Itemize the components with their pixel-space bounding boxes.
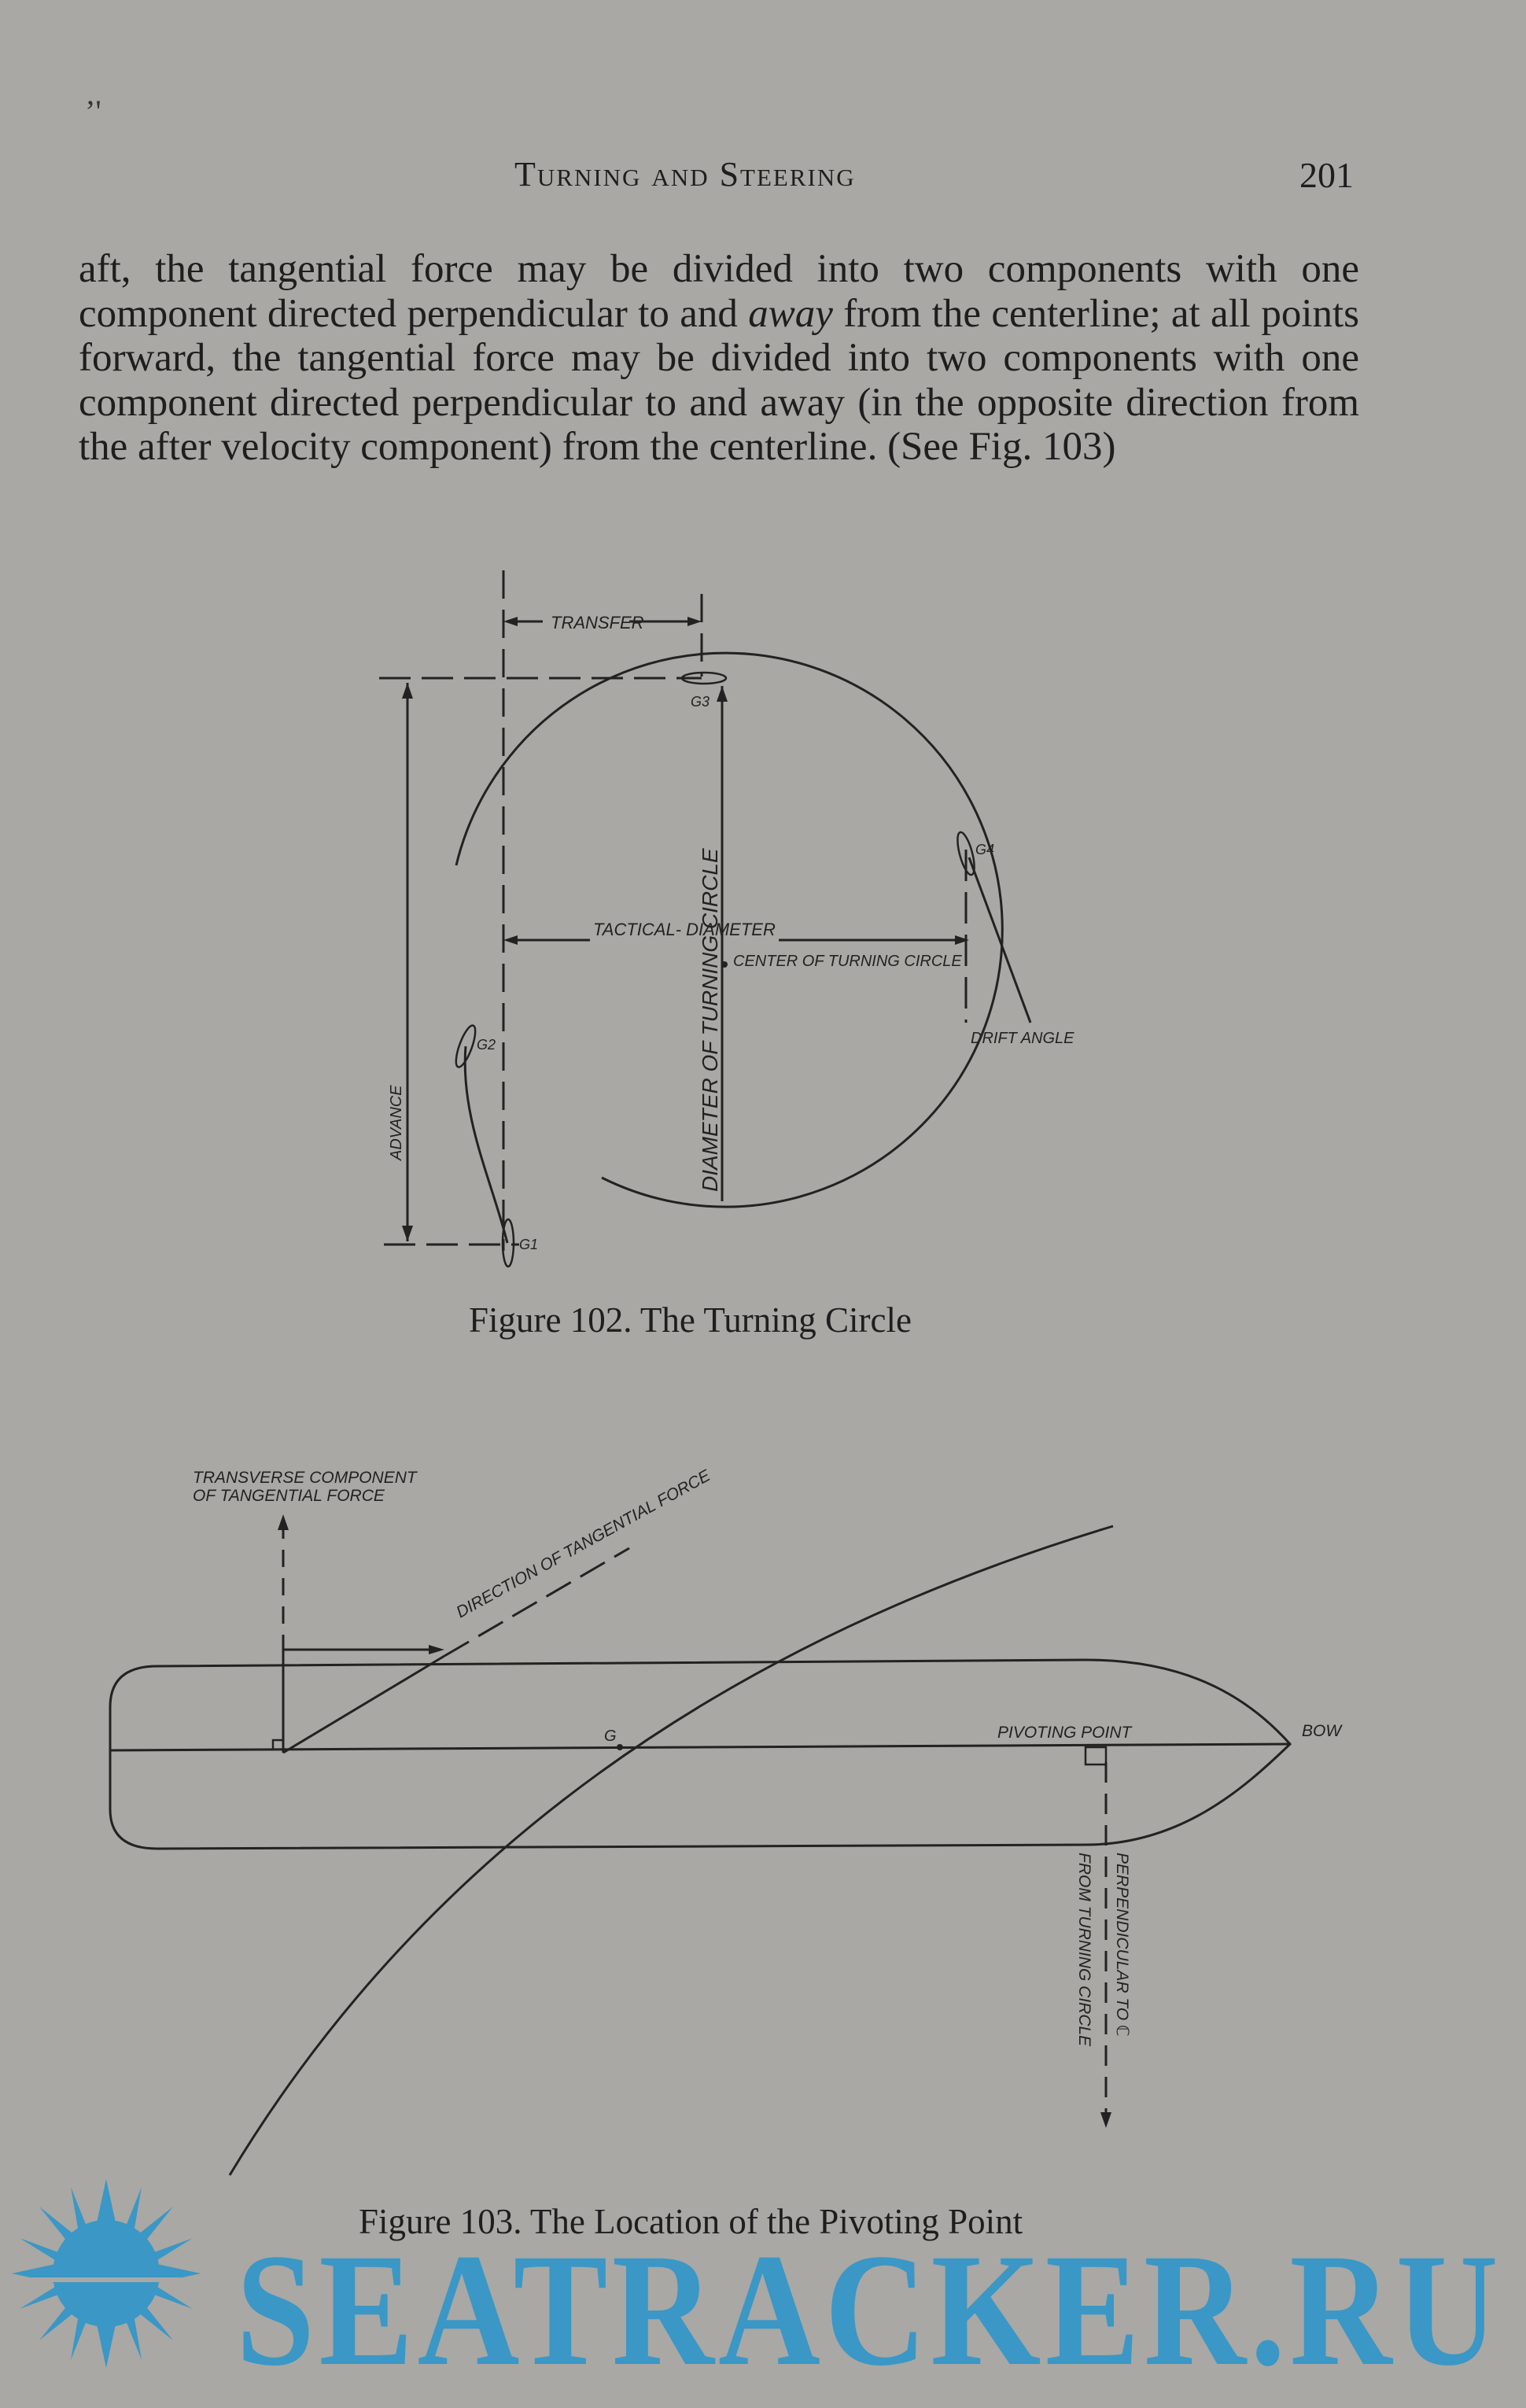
- label-g1: G1: [519, 1237, 539, 1252]
- label-g: G: [604, 1728, 617, 1745]
- label-transverse-1: TRANSVERSE COMPONENT: [193, 1469, 417, 1487]
- label-direction: DIRECTION OF TANGENTIAL FORCE: [453, 1466, 713, 1622]
- page-number: 201: [1299, 155, 1354, 195]
- running-head: Turning and Steering: [514, 155, 856, 194]
- label-diameter: DIAMETER OF TURNING CIRCLE: [698, 848, 722, 1192]
- label-g2: G2: [477, 1037, 496, 1053]
- label-perpendicular-2: FROM TURNING CIRCLE: [1075, 1853, 1093, 2047]
- label-g4: G4: [975, 842, 995, 857]
- label-transverse-2: OF TANGENTIAL FORCE: [193, 1487, 385, 1505]
- sun-logo-icon: [12, 2179, 201, 2368]
- label-g3: G3: [691, 694, 710, 710]
- paragraph-emphasis: away: [748, 291, 833, 336]
- label-bow: BOW: [1302, 1722, 1342, 1740]
- corner-mark: ’': [85, 94, 101, 129]
- figure-103-caption: Figure 103. The Location of the Pivoting Point: [359, 2202, 1023, 2241]
- label-transfer: TRANSFER: [551, 613, 644, 632]
- label-tactical-diameter: TACTICAL- DIAMETER: [593, 920, 776, 939]
- label-center: CENTER OF TURNING CIRCLE: [733, 953, 962, 970]
- paragraph-part-1: aft, the tangential force may be divided into two components with one component directed perpendicular to and: [79, 247, 1359, 336]
- label-drift-angle: DRIFT ANGLE: [971, 1030, 1074, 1047]
- label-advance: ADVANCE: [388, 1085, 405, 1160]
- paragraph-part-2: from the centerline; at all points forward, the tangential force may be divided into two components with one component directed perpendicular to and away (in the opposite direction from the after velocity component) from the centerline. (See Fig. 103): [79, 291, 1360, 469]
- label-pivoting-point: PIVOTING POINT: [997, 1724, 1132, 1742]
- label-perpendicular-1: PERPENDICULAR TO ℂ: [1113, 1853, 1131, 2037]
- figure-102-caption: Figure 102. The Turning Circle: [469, 1300, 912, 1340]
- watermark-text: SEATRACKER.RU: [236, 2221, 1502, 2399]
